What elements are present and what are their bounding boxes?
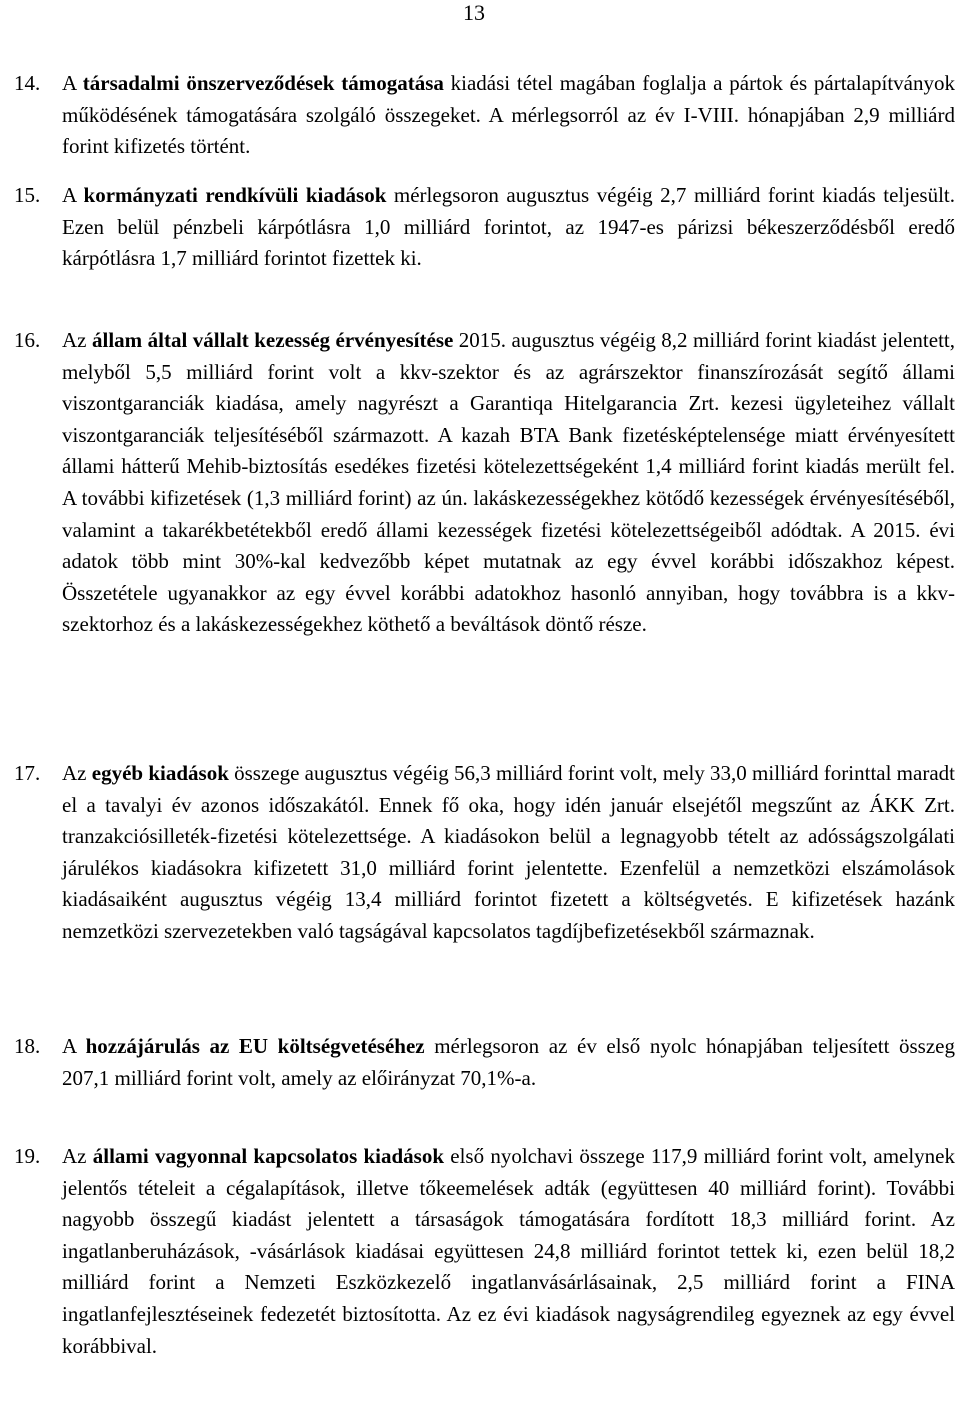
paragraph-text: A kormányzati rendkívüli kiadások mérlegsoron augusztus végéig 2,7 milliárd forint kiadás teljesült. Ezen belül pénzbeli kárpótlásra 1,0 milliárd forintot, az 1947-es párizsi békeszerződésből eredő kárpótlásra 1,7 milliárd forintot fizettek ki. (62, 183, 955, 271)
paragraph-text: A társadalmi önszerveződések támogatása kiadási tétel magában foglalja a pártok és pártalapítványok működésének támogatására szolgáló összegeket. A mérlegsorról az év I-VIII. hónapjában 2,9 milliárd forint kifizetés történt. (62, 71, 956, 159)
paragraph-15 (0, 180, 960, 275)
paragraph-number: 16. (14, 328, 41, 352)
paragraph-text: A hozzájárulás az EU költségvetéséhez mérlegsoron az év első nyolc hónapjában teljesített összeg 207,1 milliárd forint volt, amely az előirányzat 70,1%-a. (62, 1034, 955, 1090)
page-number: 13 (463, 0, 485, 25)
paragraph-number: 15. (14, 183, 41, 207)
bold-term: társadalmi önszerveződések támogatása (82, 71, 444, 95)
paragraph-text: Az állam által vállalt kezesség érvényesítése 2015. augusztus végéig 8,2 milliárd forint kiadást jelentett, melyből 5,5 milliárd forint volt a kkv-szektor és az agrárszektor finanszírozását segítő állami viszontgaranciák kiadása, amely nagyrészt a Garantiqa Hitelgarancia Zrt. kezesi ügyleteihez vállalt viszontgaranciák teljesítéséből származott. A kazah BTA Bank fizetésképtelensége miatt érvényesített állami hátterű Mehib-biztosítás esedékes fizetési kötelezettségeként 1,4 milliárd forint kiadás merült fel. A további kifizetések (1,3 milliárd forint) az ún. lakáskezességekhez kötődő kezességek érvényesítéséből, valamint a takarékbetétekből eredő állami kezességek fizetési kötelezettségeiből adódtak. A 2015. évi adatok több mint 30%-kal kedvezőbb képet mutatnak az egy évvel korábbi időszakhoz képest. Összetétele ugyanakkor az egy évvel korábbi adatokhoz hasonló annyiban, hogy továbbra is a kkv-szektorhoz és a lakáskezességekhez köthető a beváltások döntő része. (62, 328, 955, 637)
paragraph-16 (0, 325, 960, 641)
bold-term: kormányzati rendkívüli kiadások (83, 183, 387, 207)
paragraph-number: 14. (14, 71, 41, 95)
bold-term: egyéb kiadások (91, 761, 229, 785)
paragraph-18 (0, 1031, 960, 1094)
bold-term: állami vagyonnal kapcsolatos kiadások (92, 1144, 445, 1168)
paragraph-number: 18. (14, 1034, 41, 1058)
paragraph-text: Az egyéb kiadások összege augusztus végéig 56,3 milliárd forint volt, mely 33,0 milliárd forinttal maradt el a tavalyi év azonos időszakától. Ennek fő oka, hogy idén január elsejétől megszűnt az ÁKK Zrt. tranzakciósilleték-fizetési kötelezettsége. A kiadásokon belül a legnagyobb tételt az adósságszolgálati járulékos kiadásokra kifizetett 31,0 milliárd forint jelentette. Ezenfelül a nemzetközi elszámolások kiadásaiként augusztus végéig 13,4 milliárd forintot fizetett a költségvetés. E kifizetések hazánk nemzetközi szervezetekben való tagságával kapcsolatos tagdíjbefizetésekből származnak. (62, 761, 955, 943)
paragraph-19 (0, 1141, 960, 1362)
bold-term: állam által vállalt kezesség érvényesítése (91, 328, 454, 352)
paragraph-number: 19. (14, 1144, 41, 1168)
paragraph-number: 17. (14, 761, 41, 785)
paragraph-17 (0, 758, 960, 948)
bold-term: hozzájárulás az EU költségvetéséhez (85, 1034, 425, 1058)
paragraph-14 (0, 68, 960, 163)
paragraph-text: Az állami vagyonnal kapcsolatos kiadások első nyolchavi összege 117,9 milliárd forint volt, amelynek jelentős tételeit a cégalapítások, illetve tőkeemelések adták (együttesen 40 milliárd forint). További nagyobb összegű kiadást jelentett a társaságok támogatására fordított 18,3 milliárd forint. Az ingatlanberuházások, -vásárlások kiadásai együttesen 24,8 milliárd forintot tettek ki, ezen belül 18,2 milliárd forint a Nemzeti Eszközkezelő ingatlanvásárlásainak, 2,5 milliárd forint a FINA ingatlanfejlesztéseinek fedezetét biztosította. Az ez évi kiadások nagyságrendileg egyeznek az egy évvel korábbival. (62, 1144, 956, 1358)
